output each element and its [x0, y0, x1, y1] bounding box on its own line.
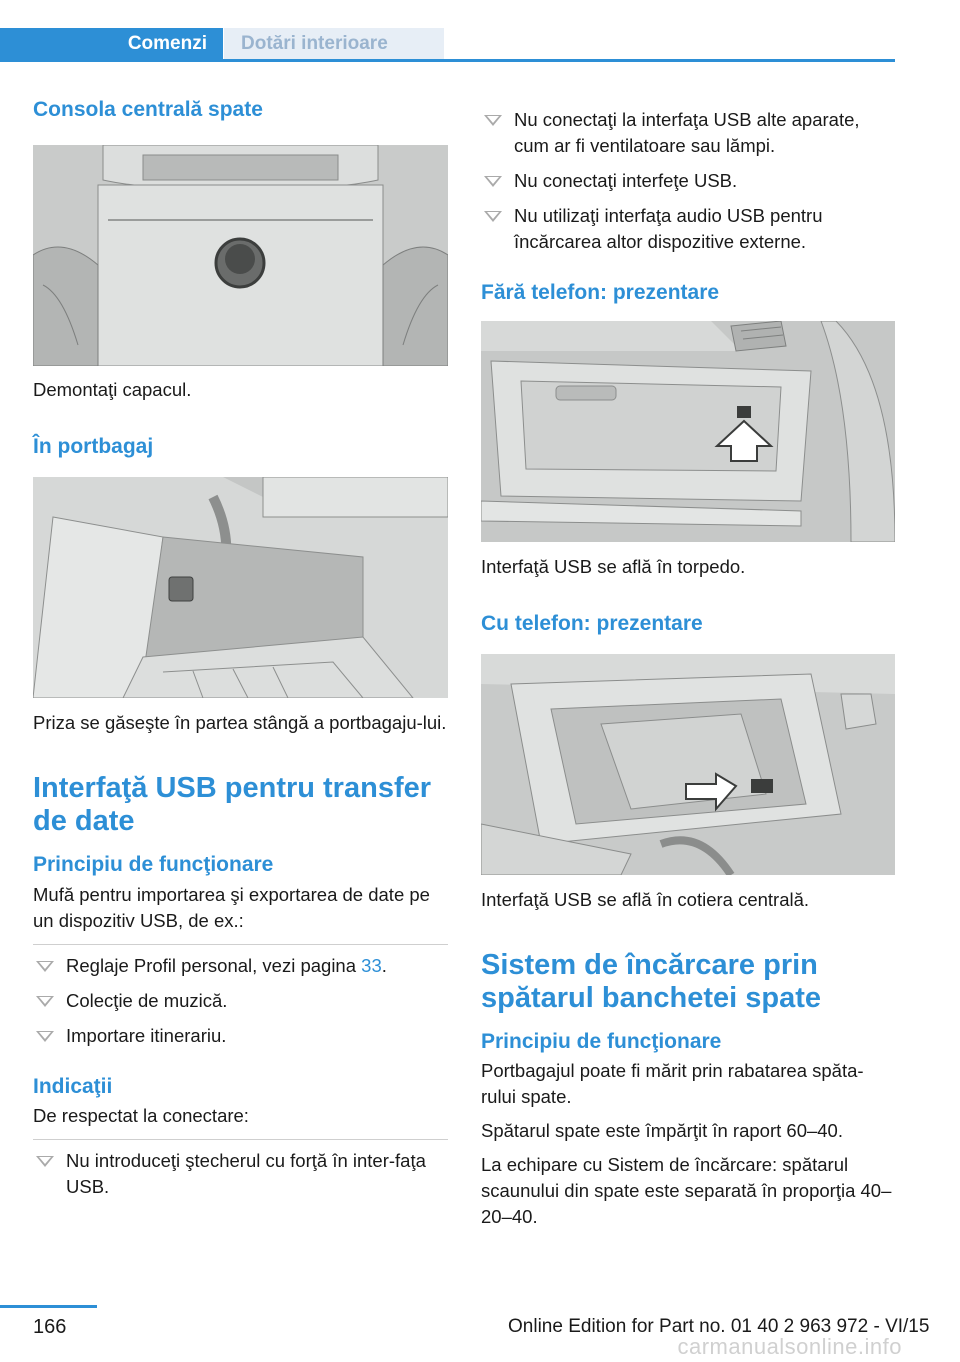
list-item: Nu conectaţi la interfaţa USB alte aparate, cum ar fi ventilatoare sau lămpi.: [481, 107, 895, 159]
figure-glovebox: [481, 321, 895, 542]
watermark: carmanualsonline.info: [677, 1334, 902, 1359]
list-item: Nu introduceţi ştecherul cu forţă în inter‐faţa USB.: [33, 1148, 448, 1200]
caption-with-phone: Interfaţă USB se află în cotiera centrală.: [481, 889, 810, 910]
text-loading-3: La echipare cu Sistem de încărcare: spătarul scaunului din spate este separată în proporţia 40–20–40.: [481, 1154, 892, 1227]
heading-trunk: În portbagaj: [33, 435, 154, 458]
text-loading-1: Portbagajul poate fi mărit prin rabatarea spăta‐rului spate.: [481, 1060, 864, 1107]
list-item-punct: .: [381, 955, 387, 976]
right-column: [481, 107, 895, 1230]
list-item-text: Reglaje Profil personal, vezi pagina: [66, 955, 362, 976]
heading-loading-system: Sistem de încărcare prin spătarul banchetei spate: [481, 949, 822, 1014]
chapter-tabbar: [0, 28, 895, 62]
text-loading-2: Spătarul spate este împărţit în raport 60–40.: [481, 1120, 843, 1141]
caption-trunk: Priza se găseşte în partea stângă a portbagaju‐lui.: [33, 712, 447, 733]
heading-notes: Indicaţii: [33, 1075, 113, 1098]
notes-list: [33, 1148, 448, 1200]
heading-principle-2: Principiu de funcţionare: [481, 1030, 722, 1053]
heading-console: Consola centrală spate: [33, 98, 263, 121]
heading-usb-interface: Interfaţă USB pentru transfer de date: [33, 772, 432, 837]
text-principle: Mufă pentru importarea şi exportarea de date pe un dispozitiv USB, de ex.:: [33, 884, 430, 931]
header-rule: [0, 59, 895, 62]
list-item: [33, 1023, 448, 1049]
heading-no-phone: Fără telefon: prezentare: [481, 281, 720, 304]
figure-armrest: [481, 654, 895, 875]
list-divider: [33, 944, 448, 945]
notes-list-continued: [481, 107, 895, 255]
page-link[interactable]: 33: [361, 955, 382, 976]
list-item: Nu conectaţi interfeţe USB.: [481, 168, 895, 194]
tab-dotari-interioare[interactable]: Dotări interioare: [224, 28, 444, 59]
list-item-text: Colecţie de muzică.: [66, 990, 228, 1011]
footer-rule: [0, 1305, 97, 1308]
list-divider: [33, 1139, 448, 1140]
heading-principle: Principiu de funcţionare: [33, 853, 274, 876]
tab-comenzi[interactable]: Comenzi: [0, 28, 223, 59]
text-notes: De respectat la conectare:: [33, 1105, 249, 1126]
list-item-text: Importare itinerariu.: [66, 1025, 227, 1046]
list-item: [33, 988, 448, 1014]
figure-rear-console: [33, 145, 448, 366]
caption-no-phone: Interfaţă USB se află în torpedo.: [481, 556, 746, 577]
figure-trunk: [33, 477, 448, 698]
left-column: [33, 96, 448, 1200]
list-item: Nu utilizaţi interfaţa audio USB pentru încărcarea altor dispozitive externe.: [481, 203, 895, 255]
heading-with-phone: Cu telefon: prezentare: [481, 612, 703, 635]
usb-uses-list: [33, 953, 448, 1049]
edition-info: Online Edition for Part no. 01 40 2 963 972 - VI/15: [508, 1316, 930, 1337]
list-item: [33, 953, 448, 979]
caption-console: Demontaţi capacul.: [33, 379, 192, 400]
page-number: 166: [33, 1316, 67, 1338]
